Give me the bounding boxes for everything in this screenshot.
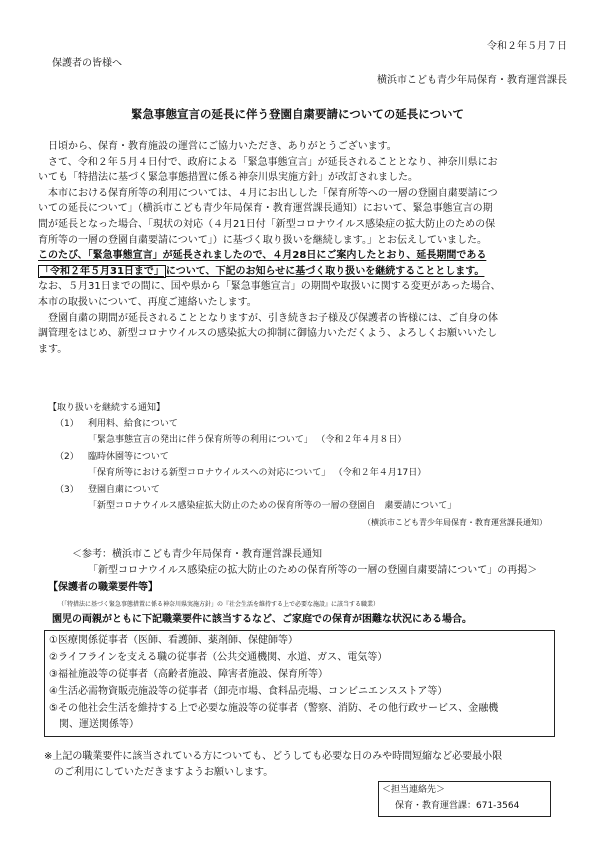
occupations-box	[44, 630, 555, 737]
page-title: 緊急事態宣言の延長に伴う登園自粛要請についての延長について	[130, 107, 465, 121]
reference-subheading: 「新型コロナウイルス感染症の拡大防止のための保育所等の一層の登園自粛要請について」の再掲＞	[88, 565, 538, 576]
period-highlight: 「令和２年５月31日まで」	[40, 265, 164, 277]
notice-label: 利用料、給食について	[88, 419, 178, 429]
notice-document: 「保育所等における新型コロナウイルスへの対応について」 （令和２年４月17日）	[88, 468, 427, 478]
contact-label: ＜担当連絡先＞	[382, 785, 446, 795]
paragraph-line: 調管理をはじめ、新型コロナウイルスの感染拡大の抑制に御協力いただくよう、よろしくお願いいたし	[38, 328, 497, 340]
paragraph-line: 本市における保育所等の利用については、４月にお出しした「保育所等への一層の登園自粛要請につ	[48, 187, 498, 199]
paragraph-line: いても「特措法に基づく緊急事態措置に係る神奈川県実施方針」が改訂されました。	[38, 172, 418, 184]
paragraph-line: 登園自粛の期間が延長されることとなりますが、引き続きお子様及び保護者の皆様には、ご自身の体	[48, 312, 498, 324]
paragraph-line: ます。	[38, 343, 68, 355]
notice-document: 「新型コロナウイルス感染症拡大防止のための保育所等の一層の登園自 粛要請について」	[88, 501, 457, 511]
paragraph-greeting: 日頃から、保育・教育施設の運営にご協力いただき、ありがとうございます。	[48, 141, 397, 152]
occupation-item: ①医療関係従事者（医師、看護師、薬剤師、保健師等）	[49, 635, 298, 646]
reference-heading: ＜参考：横浜市こども青少年局保育・教育運営課長通知	[72, 549, 322, 560]
recipient: 保護者の皆様へ	[52, 58, 122, 69]
requirements-heading: 【保護者の職業要件等】	[48, 582, 158, 593]
footnote: ※上記の職業要件に該当されている方についても、どうしても必要な日のみや時間短縮など必要最小限	[44, 751, 503, 762]
paragraph-line: さて、令和２年５月４日付で、政府による「緊急事態宣言」が延長されることとなり、神奈川県にお	[48, 156, 498, 168]
notice-issuer: （横浜市こども青少年局保育・教育運営課長通知）	[363, 518, 547, 527]
notice-number: （2）	[55, 452, 79, 462]
paragraph-line: なお、５月31日までの間に、国や県から「緊急事態宣言」の期間や取扱いに関する変更があった場合、	[38, 281, 501, 293]
document-date: 令和２年５月７日	[487, 41, 567, 52]
footnote: のご利用にしていただきますようお願いします。	[44, 767, 274, 778]
notice-number: （1）	[55, 419, 79, 429]
occupation-item: ⑤その他社会生活を維持する上で必要な施設等の従事者（警察、消防、その他行政サービス、金融機	[49, 703, 499, 714]
emphasis-line: このたび、「緊急事態宣言」が延長されましたので、４月28日にご案内したとおり、延長期間である	[38, 250, 487, 262]
contact-box	[378, 781, 551, 817]
requirements-condition: 園児の両親がともに下記職業要件に該当するなど、ご家庭での保育が困難な状況にある場合。	[52, 614, 472, 625]
notice-label: 臨時休園等について	[88, 452, 169, 462]
occupation-item: 関、運送関係等）	[49, 719, 139, 730]
paragraph-line: いての延長について」（横浜市こども青少年局保育・教育運営課長通知）において、緊急事態宣言の期	[38, 203, 493, 215]
emphasis-line	[38, 264, 501, 280]
requirements-note: （「特措法に基づく緊急事態措置に係る神奈川県実施方針」の『社会生活を維持する上で必要な施設』に該当する職業）	[58, 601, 380, 608]
paragraph-line: 間が延長となった場合、「現状の対応（４月21日付「新型コロナウイルス感染症の拡大防止のための保	[38, 218, 496, 230]
notices-heading: 【取り扱いを継続する通知】	[48, 403, 166, 413]
paragraph-line: 本市の取扱いについて、再度ご連絡いたします。	[38, 296, 257, 308]
occupation-item: ④生活必需物資販売施設等の従事者（卸売市場、食料品売場、コンビニエンスストア等）	[49, 686, 448, 697]
occupation-item: ③福祉施設等の従事者（高齢者施設、障害者施設、保育所等）	[49, 669, 328, 680]
notice-label: 登園自粛について	[88, 485, 160, 495]
sender: 横浜市こども青少年局保育・教育運営課長	[377, 75, 567, 86]
paragraph-line: 育所等の一層の登園自粛要請について」）に基づく取り扱いを継続します。」とお伝えしていました。	[38, 234, 487, 246]
contact-phone: 保育・教育運営課：671-3564	[395, 801, 520, 811]
occupation-item: ②ライフラインを支える職の従事者（公共交通機関、水道、ガス、電気等）	[49, 652, 388, 663]
notice-number: （3）	[55, 485, 79, 495]
notice-document: 「緊急事態宣言の発出に伴う保育所等の利用について」 （令和２年４月８日）	[88, 435, 407, 445]
body-text	[38, 139, 501, 357]
emphasis-text: について、下記のお知らせに基づく取り扱いを継続することとします。	[165, 265, 485, 277]
